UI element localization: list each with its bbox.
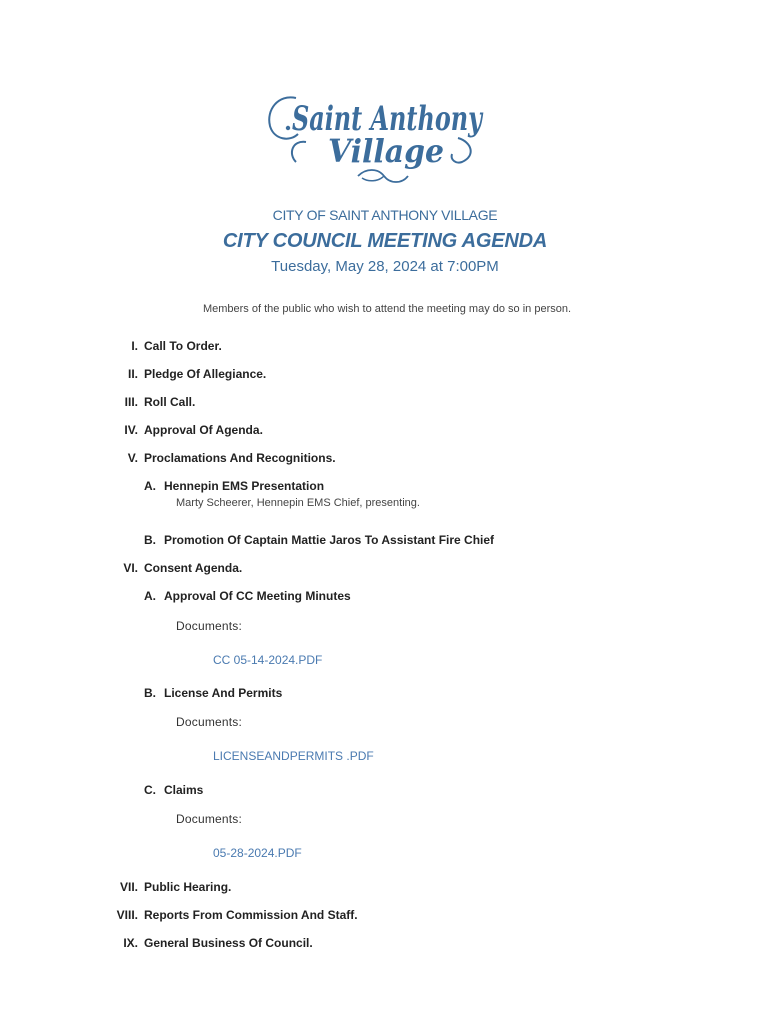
agenda-numeral: II. <box>127 367 138 381</box>
meeting-date: Tuesday, May 28, 2024 at 7:00PM <box>271 258 499 275</box>
document-link-claims[interactable]: 05-28-2024.PDF <box>213 846 302 860</box>
agenda-item-label: Proclamations And Recognitions. <box>144 451 336 465</box>
subitem-letter: C. <box>144 783 156 797</box>
subitem-letter: B. <box>144 686 156 700</box>
logo-line-1: Saint Anthony <box>292 99 484 139</box>
agenda-item-label: Approval Of Agenda. <box>144 423 263 437</box>
documents-label: Documents: <box>176 715 243 729</box>
subitem-label: Hennepin EMS Presentation <box>164 479 325 493</box>
subitem-letter: B. <box>144 533 156 547</box>
agenda-item-label: Public Hearing. <box>144 880 232 894</box>
city-name: CITY OF SAINT ANTHONY VILLAGE <box>272 207 498 223</box>
documents-label: Documents: <box>176 812 243 826</box>
agenda-numeral: IV. <box>124 423 138 437</box>
agenda-item-label: Consent Agenda. <box>144 561 243 575</box>
agenda-numeral: V. <box>127 451 138 465</box>
subitem-letter: A. <box>144 589 156 603</box>
subitem-presenter-note: Marty Scheerer, Hennepin EMS Chief, presenting. <box>176 497 420 509</box>
document-link-minutes[interactable]: CC 05-14-2024.PDF <box>213 653 323 667</box>
public-attendance-note: Members of the public who wish to attend the meeting may do so in person. <box>202 303 572 315</box>
agenda-numeral: VII. <box>119 880 138 894</box>
document-link-license-permits[interactable]: LICENSEANDPERMITS .PDF <box>213 749 374 763</box>
agenda-numeral: III. <box>124 395 138 409</box>
subitem-label: Claims <box>164 783 204 797</box>
agenda-title: CITY COUNCIL MEETING AGENDA <box>222 230 548 252</box>
agenda-item-label: General Business Of Council. <box>144 936 313 950</box>
agenda-numeral: I. <box>131 339 138 353</box>
subitem-hennepin-ems <box>144 479 324 493</box>
agenda-numeral: VI. <box>123 561 138 575</box>
documents-label: Documents: <box>176 619 243 633</box>
agenda-item-label: Reports From Commission And Staff. <box>144 908 358 922</box>
subitem-promotion <box>144 533 494 547</box>
subitem-license-permits <box>144 686 282 700</box>
agenda-numeral: IX. <box>123 936 138 950</box>
saint-anthony-village-logo <box>262 84 490 188</box>
agenda-item-label: Call To Order. <box>144 339 222 353</box>
subitem-label: Promotion Of Captain Mattie Jaros To Assistant Fire Chief <box>164 533 495 547</box>
subitem-meeting-minutes <box>144 589 351 603</box>
subitem-label: Approval Of CC Meeting Minutes <box>164 589 351 603</box>
subitem-letter: A. <box>144 479 156 493</box>
subitem-label: License And Permits <box>164 686 283 700</box>
agenda-item-label: Roll Call. <box>144 395 196 409</box>
subitem-claims <box>144 783 203 797</box>
logo-line-2: Village <box>328 132 444 170</box>
agenda-numeral: VIII. <box>116 908 138 922</box>
agenda-item-label: Pledge Of Allegiance. <box>144 367 267 381</box>
